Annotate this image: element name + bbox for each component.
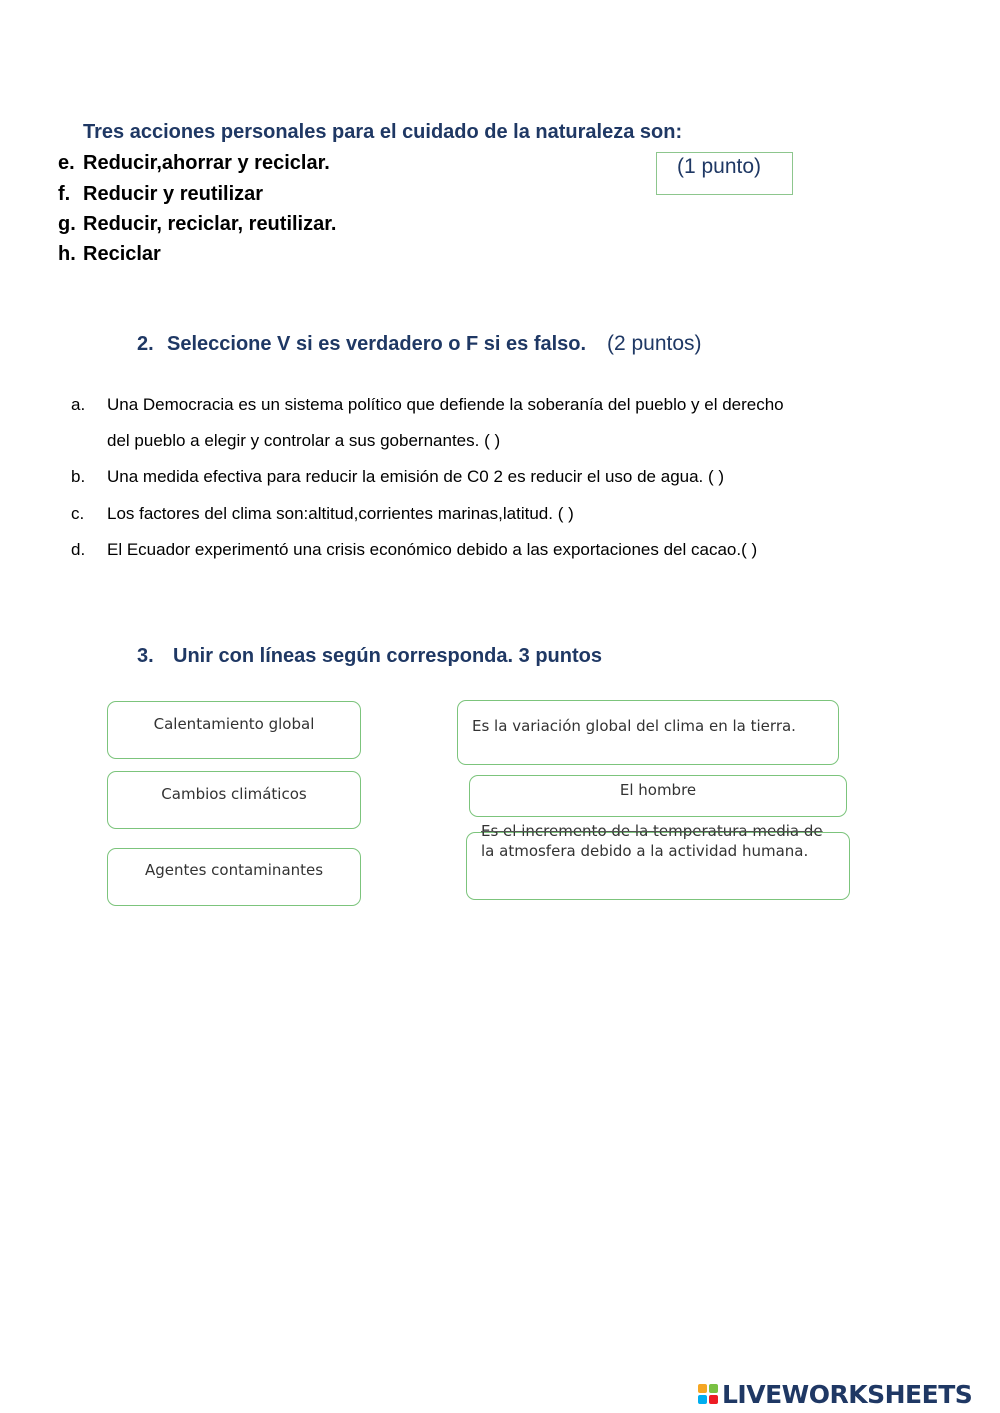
option-text: Reducir,ahorrar y reciclar. — [83, 152, 330, 174]
match-right-label-line2: la atmosfera debido a la actividad humana. — [481, 842, 809, 860]
answer-option-h[interactable] — [58, 243, 161, 266]
question-1-title: Tres acciones personales para el cuidado de la naturaleza son: — [83, 121, 683, 143]
tf-item-a-line1: Una Democracia es un sistema político que defiende la soberanía del pueblo y el derecho — [107, 395, 784, 414]
match-right-box-3[interactable] — [466, 822, 850, 900]
tf-item-letter-c: c. — [71, 504, 85, 523]
tf-item-b[interactable]: Una medida efectiva para reducir la emisión de C0 2 es reducir el uso de agua. ( ) — [107, 467, 725, 486]
logo-text: LIVEWORKSHEETS — [722, 1379, 973, 1409]
tf-item-letter-d: d. — [71, 540, 86, 559]
liveworksheets-logo — [698, 1380, 972, 1408]
answer-option-g[interactable] — [58, 213, 336, 236]
option-text: Reducir y reutilizar — [83, 183, 264, 205]
match-left-box-2[interactable] — [107, 771, 361, 829]
question-3-text: Unir con líneas según corresponda. 3 puntos — [173, 645, 602, 667]
option-text: Reciclar — [83, 243, 161, 265]
option-text: Reducir, reciclar, reutilizar. — [83, 213, 337, 235]
option-letter: e. — [58, 152, 75, 174]
question-2-text: Seleccione V si es verdadero o F si es falso. — [167, 333, 587, 355]
match-right-label: Es la variación global del clima en la tierra. — [472, 717, 796, 735]
tf-item-c[interactable]: Los factores del clima son:altitud,corrientes marinas,latitud. ( ) — [107, 504, 574, 523]
tf-item-letter-b: b. — [71, 467, 86, 486]
question-2-title — [137, 333, 586, 356]
question-2-number: 2. — [137, 333, 154, 355]
tf-item-d[interactable]: El Ecuador experimentó una crisis económico debido a las exportaciones del cacao.( ) — [107, 540, 758, 559]
question-1-points: (1 punto) — [677, 155, 762, 178]
question-2-points: (2 puntos) — [607, 332, 702, 355]
question-1-points-box — [656, 152, 793, 195]
tf-item-a-line2[interactable]: del pueblo a elegir y controlar a sus gobernantes. ( ) — [107, 431, 501, 450]
tf-item-letter-a: a. — [71, 395, 86, 414]
match-left-label: Agentes contaminantes — [144, 861, 324, 879]
match-left-box-1[interactable] — [107, 701, 361, 759]
match-left-label: Cambios climáticos — [161, 785, 307, 803]
option-letter: g. — [58, 213, 76, 235]
question-3-number: 3. — [137, 645, 154, 667]
match-left-label: Calentamiento global — [153, 715, 315, 733]
answer-option-f[interactable] — [58, 183, 263, 206]
answer-option-e[interactable] — [58, 152, 330, 175]
match-right-label: El hombre — [619, 781, 697, 799]
match-left-box-3[interactable] — [107, 848, 361, 906]
match-right-box-2[interactable] — [469, 775, 847, 817]
question-3-title — [137, 645, 602, 668]
option-letter: f. — [58, 183, 71, 205]
option-letter: h. — [58, 243, 76, 265]
match-right-box-1[interactable] — [457, 700, 839, 765]
logo-mark-icon — [698, 1384, 718, 1404]
match-right-label-line1: Es el incremento de la temperatura media de — [481, 822, 823, 840]
